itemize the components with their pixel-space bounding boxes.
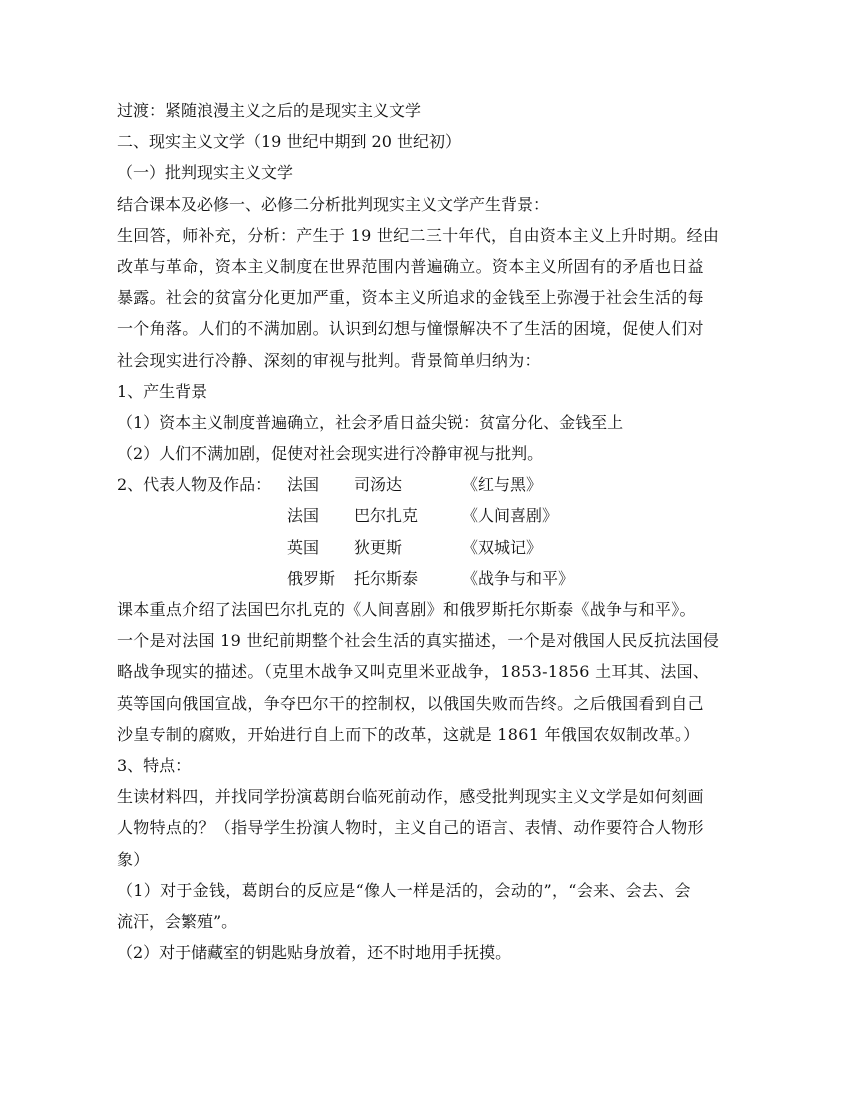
work-title: 《人间喜剧》 <box>462 506 559 526</box>
item1-point: （2）人们不满加剧，促使对社会现实进行冷静审视与批判。 <box>117 444 544 464</box>
item3-heading: 3、特点： <box>117 755 192 775</box>
paragraph-line: 一个角落。人们的不满加剧。认识到幻想与憧憬解决不了生活的困境，促使人们对 <box>117 319 704 339</box>
section-heading: 二、现实主义文学（19 世纪中期到 20 世纪初） <box>117 132 461 152</box>
item1-heading: 1、产生背景 <box>117 381 208 401</box>
paragraph-line: 沙皇专制的腐败，开始进行自上而下的改革，这就是 1861 年俄国农奴制改革。） <box>117 724 700 744</box>
paragraph-line: 社会现实进行冷静、深刻的审视与批判。背景简单归纳为： <box>117 350 541 370</box>
work-author: 司汤达 <box>354 475 403 495</box>
item3-paragraph <box>117 781 747 875</box>
work-row <box>117 469 747 500</box>
work-author: 托尔斯泰 <box>354 568 419 588</box>
work-row <box>117 563 747 594</box>
prompt-line: 结合课本及必修一、必修二分析批判现实主义文学产生背景： <box>117 194 550 214</box>
subsection-heading: （一）批判现实主义文学 <box>117 163 294 183</box>
item3-point: （1）对于金钱，葛朗台的反应是“像人一样是活的，会动的”，“会来、会去、会 <box>117 880 691 900</box>
paragraph-line: 一个是对法国 19 世纪前期整个社会生活的真实描述，一个是对俄国人民反抗法国侵 <box>117 631 720 651</box>
work-title: 《双城记》 <box>462 537 543 557</box>
item3-point: 流汗，会繁殖”。 <box>117 911 238 931</box>
item1-point: （1）资本主义制度普遍确立，社会矛盾日益尖锐：贫富分化、金钱至上 <box>117 412 624 432</box>
work-row <box>117 500 747 531</box>
paragraph-line: 人物特点的？（指导学生扮演人物时，主义自己的语言、表情、动作要符合人物形 <box>117 818 704 838</box>
item2-heading: 2、代表人物及作品： <box>117 475 272 495</box>
work-title: 《红与黑》 <box>462 475 543 495</box>
paragraph-line: 生读材料四，并找同学扮演葛朗台临死前动作，感受批判现实主义文学是如何刻画 <box>117 787 704 807</box>
background-paragraph <box>117 220 747 376</box>
paragraph-line: 略战争现实的描述。（克里木战争又叫克里米亚战争，1853-1856 土耳其、法国、 <box>117 662 710 682</box>
paragraph-line: 课本重点介绍了法国巴尔扎克的《人间喜剧》和俄罗斯托尔斯泰《战争与和平》。 <box>117 600 696 619</box>
document-page <box>117 95 747 968</box>
paragraph-line: 生回答，师补充，分析：产生于 19 世纪二三十年代，自由资本主义上升时期。经由 <box>117 225 720 245</box>
works-paragraph <box>117 594 747 750</box>
paragraph-line: 暴露。社会的贫富分化更加严重，资本主义所追求的金钱至上弥漫于社会生活的每 <box>117 288 704 308</box>
works-list <box>117 469 747 594</box>
paragraph-line: 英等国向俄国宣战，争夺巴尔干的控制权，以俄国失败而告终。之后俄国看到自己 <box>117 693 704 713</box>
work-author: 狄更斯 <box>354 537 403 557</box>
paragraph-line: 象） <box>117 849 150 869</box>
work-country: 法国 <box>287 506 320 526</box>
work-row <box>117 532 747 563</box>
work-title: 《战争与和平》 <box>462 568 575 588</box>
item3-point: （2）对于储藏室的钥匙贴身放着，还不时地用手抚摸。 <box>117 943 512 963</box>
work-country: 英国 <box>287 537 320 557</box>
work-author: 巴尔扎克 <box>354 506 419 526</box>
transition-line: 过渡：紧随浪漫主义之后的是现实主义文学 <box>117 101 422 120</box>
paragraph-line: 改革与革命，资本主义制度在世界范围内普遍确立。资本主义所固有的矛盾也日益 <box>117 256 704 276</box>
work-country: 法国 <box>287 475 320 495</box>
work-country: 俄罗斯 <box>287 568 336 588</box>
